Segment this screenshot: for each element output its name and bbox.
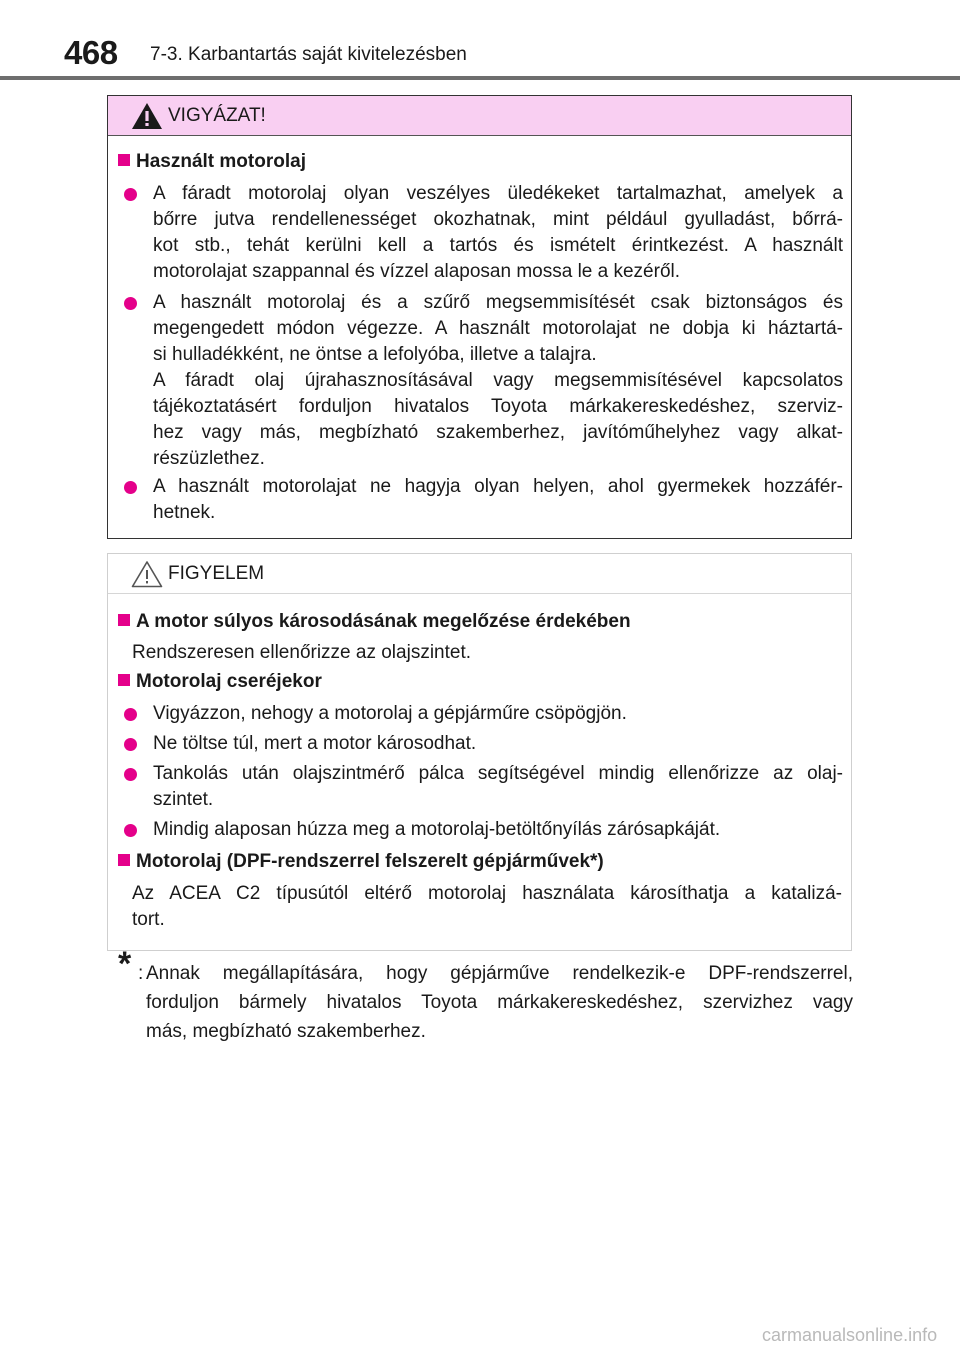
warning-item: A használt motorolajat ne hagyja olyan helyen, ahol gyermekek hozzáfér- hetnek. [153, 476, 843, 523]
page-header [0, 0, 960, 80]
warning-triangle-outline-icon [130, 559, 164, 589]
header-rule [0, 76, 960, 80]
notice-heading: A motor súlyos károsodásának megelőzése érdekében [118, 611, 631, 633]
watermark: carmanualsonline.info [762, 1325, 938, 1345]
warning-heading: Használt motorolaj [118, 151, 306, 173]
notice-label: FIGYELEM [168, 563, 265, 584]
square-bullet-icon [118, 854, 130, 866]
round-bullet-icon [124, 738, 137, 751]
notice-text: Rendszeresen ellenőrizze az olajszintet. [132, 642, 472, 663]
notice-box [107, 553, 852, 951]
footnote-text: Annak megállapítására, hogy gépjárműve rendelkezik-e DPF-rendszerrel, forduljon bármely hivatalos Toyota márkakereskedéshez, szervizhez vagy más, megbízható szakemberhez. [146, 963, 853, 1042]
warning-triangle-icon [130, 101, 164, 131]
round-bullet-icon [124, 768, 137, 781]
notice-item: Ne töltse túl, mert a motor károsodhat. [153, 733, 477, 754]
notice-box-header [108, 554, 851, 594]
round-bullet-icon [124, 708, 137, 721]
footnote-marker: * [118, 945, 132, 983]
notice-item: Vigyázzon, nehogy a motorolaj a gépjárműre csöpögjön. [153, 703, 627, 724]
round-bullet-icon [124, 481, 137, 494]
page-number: 468 [64, 34, 118, 71]
square-bullet-icon [118, 614, 130, 626]
round-bullet-icon [124, 824, 137, 837]
notice-item: Mindig alaposan húzza meg a motorolaj-betöltőnyílás zárósapkáját. [153, 819, 721, 840]
notice-heading: Motorolaj cseréjekor [118, 671, 322, 693]
warning-item: A használt motorolaj és a szűrő megsemmisítését csak biztonságos és megengedett módon végezze. A használt motorolajat ne dobja ki háztartá- si hulladékként, ne öntse a lefolyóba, illetve a talajra. A fáradt olaj újrahasznosításával vagy megsemmisítésével kapcsolatos tájékoztatásért forduljon hivatalos Toyota márkakereskedéshez, szerviz- hez vagy más, megbízható szakemberhez, javítóműhelyhez vagy alkat- részüzlethez. [153, 292, 843, 469]
square-bullet-icon [118, 154, 130, 166]
round-bullet-icon [124, 297, 137, 310]
section-title: 7-3. Karbantartás saját kivitelezésben [150, 44, 467, 65]
warning-label: VIGYÁZAT! [168, 105, 266, 126]
footnote-colon: : [138, 963, 144, 984]
notice-heading: Motorolaj (DPF-rendszerrel felszerelt gépjárművek*) [118, 851, 604, 873]
notice-item: Tankolás után olajszintmérő pálca segítségével mindig ellenőrizze az olaj- szintet. [153, 763, 843, 810]
warning-item: A fáradt motorolaj olyan veszélyes üledékeket tartalmazhat, amelyek a bőrre jutva rendellenességet okozhatnak, mint például gyulladást, bőrrá- kot stb., tehát kerülni kell a tartós és ismételt érintkezést. A használt motorolajat szappannal és vízzel alaposan mossa le a kezéről. [153, 183, 843, 282]
square-bullet-icon [118, 674, 130, 686]
notice-text: Az ACEA C2 típusútól eltérő motorolaj használata károsíthatja a katalizá- tort. [132, 883, 842, 930]
warning-box [107, 95, 852, 539]
warning-box-header [108, 96, 851, 136]
round-bullet-icon [124, 188, 137, 201]
